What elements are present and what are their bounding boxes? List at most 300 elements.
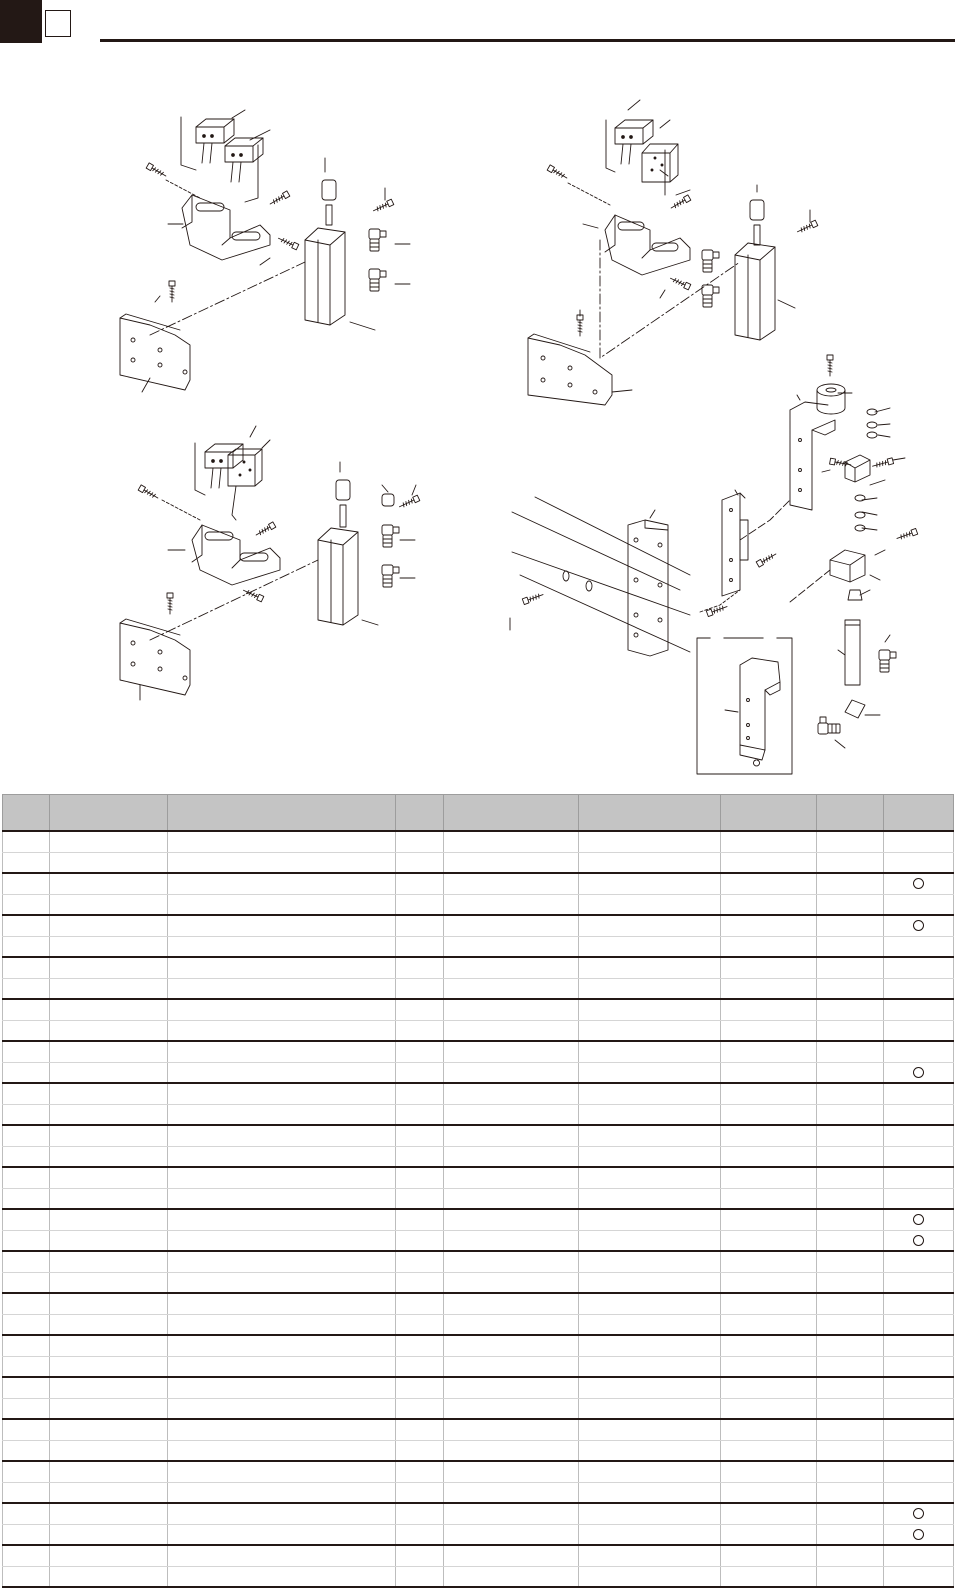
table-cell (817, 1356, 884, 1377)
table-cell (884, 1188, 954, 1209)
table-cell (884, 1419, 954, 1440)
table-cell (50, 1062, 168, 1083)
table-cell (168, 1020, 396, 1041)
table-cell (817, 1083, 884, 1104)
table-cell (444, 1524, 579, 1545)
table-cell (168, 978, 396, 999)
table-cell (884, 1461, 954, 1482)
table-row (3, 1104, 954, 1125)
table-cell (444, 1209, 579, 1230)
recommended-part-mark (913, 1235, 924, 1246)
table-cell (3, 1566, 50, 1587)
table-cell (579, 1188, 721, 1209)
table-cell (579, 1251, 721, 1272)
table-cell (3, 873, 50, 894)
table-cell (3, 1041, 50, 1062)
table-cell (396, 1377, 444, 1398)
table-cell (721, 1251, 817, 1272)
header-cell (50, 795, 168, 832)
table-cell (168, 1419, 396, 1440)
table-row (3, 1230, 954, 1251)
table-cell (884, 1209, 954, 1230)
table-cell (444, 1083, 579, 1104)
table-cell (817, 831, 884, 852)
table-row (3, 1356, 954, 1377)
table-cell (721, 1062, 817, 1083)
parts-table-header (3, 795, 954, 832)
table-cell (444, 1230, 579, 1251)
diagram-svg (0, 0, 955, 790)
table-cell (444, 1545, 579, 1566)
header-cell (817, 795, 884, 832)
table-cell (817, 1020, 884, 1041)
table-row (3, 1524, 954, 1545)
table-cell (444, 1461, 579, 1482)
table-cell (396, 1041, 444, 1062)
table-cell (50, 978, 168, 999)
table-cell (168, 1167, 396, 1188)
table-cell (50, 1020, 168, 1041)
table-cell (884, 915, 954, 936)
table-cell (444, 1062, 579, 1083)
table-cell (50, 1482, 168, 1503)
table-cell (444, 1566, 579, 1587)
table-cell (579, 1566, 721, 1587)
table-cell (50, 1146, 168, 1167)
table-row (3, 1566, 954, 1587)
table-cell (444, 1440, 579, 1461)
table-cell (721, 1440, 817, 1461)
table-cell (168, 999, 396, 1020)
table-cell (50, 1272, 168, 1293)
table-cell (817, 1041, 884, 1062)
parts-table-body (3, 831, 954, 1587)
table-cell (396, 1293, 444, 1314)
table-cell (579, 1020, 721, 1041)
table-cell (50, 1209, 168, 1230)
table-cell (396, 1167, 444, 1188)
table-cell (50, 936, 168, 957)
table-cell (579, 1272, 721, 1293)
table-cell (444, 1041, 579, 1062)
table-cell (168, 1125, 396, 1146)
table-cell (579, 1167, 721, 1188)
table-cell (396, 873, 444, 894)
table-cell (168, 1398, 396, 1419)
table-cell (444, 1314, 579, 1335)
table-cell (3, 1440, 50, 1461)
table-cell (579, 1104, 721, 1125)
table-cell (579, 873, 721, 894)
table-cell (579, 936, 721, 957)
table-row (3, 1377, 954, 1398)
table-cell (817, 1251, 884, 1272)
table-cell (444, 894, 579, 915)
table-cell (579, 1314, 721, 1335)
table-cell (884, 1251, 954, 1272)
table-cell (3, 1419, 50, 1440)
table-cell (884, 1482, 954, 1503)
table-cell (50, 1314, 168, 1335)
table-row (3, 894, 954, 915)
table-cell (168, 936, 396, 957)
table-cell (50, 1230, 168, 1251)
table-cell (884, 1146, 954, 1167)
table-cell (579, 1335, 721, 1356)
table-cell (721, 1272, 817, 1293)
table-cell (721, 1398, 817, 1419)
table-cell (50, 1440, 168, 1461)
table-cell (884, 894, 954, 915)
table-cell (168, 1356, 396, 1377)
table-cell (817, 1482, 884, 1503)
header-cell (444, 795, 579, 832)
table-row (3, 1272, 954, 1293)
table-cell (817, 1503, 884, 1524)
table-row (3, 1041, 954, 1062)
table-cell (396, 1188, 444, 1209)
table-cell (721, 852, 817, 873)
table-cell (579, 1356, 721, 1377)
table-cell (444, 1020, 579, 1041)
table-cell (50, 1545, 168, 1566)
table-cell (884, 1104, 954, 1125)
table-cell (721, 1314, 817, 1335)
table-row (3, 1440, 954, 1461)
table-cell (884, 1041, 954, 1062)
header-cell (168, 795, 396, 832)
table-cell (884, 1377, 954, 1398)
table-row (3, 1335, 954, 1356)
table-cell (444, 1125, 579, 1146)
table-cell (721, 1125, 817, 1146)
table-row (3, 1251, 954, 1272)
table-cell (3, 1524, 50, 1545)
table-cell (579, 1230, 721, 1251)
table-cell (884, 936, 954, 957)
table-cell (3, 1209, 50, 1230)
table-cell (168, 1566, 396, 1587)
table-cell (884, 1293, 954, 1314)
table-cell (3, 831, 50, 852)
table-cell (3, 1314, 50, 1335)
table-cell (168, 1440, 396, 1461)
table-cell (884, 1125, 954, 1146)
table-cell (396, 1125, 444, 1146)
table-cell (396, 1398, 444, 1419)
table-cell (50, 1566, 168, 1587)
table-cell (721, 1230, 817, 1251)
table-cell (168, 1104, 396, 1125)
table-cell (444, 1146, 579, 1167)
header-cell (3, 795, 50, 832)
table-cell (168, 1062, 396, 1083)
table-cell (396, 999, 444, 1020)
table-cell (444, 1503, 579, 1524)
header-cell (579, 795, 721, 832)
table-cell (444, 915, 579, 936)
table-cell (817, 936, 884, 957)
parts-table (2, 794, 954, 1588)
table-cell (579, 1125, 721, 1146)
table-cell (50, 1293, 168, 1314)
table-cell (721, 999, 817, 1020)
table-row (3, 936, 954, 957)
table-cell (817, 873, 884, 894)
table-cell (817, 1335, 884, 1356)
header-cell (884, 795, 954, 832)
table-cell (884, 1356, 954, 1377)
table-cell (168, 915, 396, 936)
table-row (3, 978, 954, 999)
table-cell (396, 1482, 444, 1503)
table-cell (817, 1209, 884, 1230)
table-cell (721, 1188, 817, 1209)
table-cell (721, 1461, 817, 1482)
table-cell (817, 1272, 884, 1293)
table-cell (50, 1083, 168, 1104)
table-cell (884, 957, 954, 978)
table-row (3, 1419, 954, 1440)
table-cell (884, 978, 954, 999)
table-cell (50, 1335, 168, 1356)
table-cell (579, 1293, 721, 1314)
table-cell (3, 1188, 50, 1209)
table-cell (3, 915, 50, 936)
table-cell (817, 1461, 884, 1482)
table-cell (168, 1293, 396, 1314)
table-cell (168, 1524, 396, 1545)
table-cell (579, 1209, 721, 1230)
table-row (3, 1167, 954, 1188)
table-cell (50, 1251, 168, 1272)
table-cell (721, 831, 817, 852)
table-cell (168, 1482, 396, 1503)
table-cell (817, 1440, 884, 1461)
table-cell (396, 1251, 444, 1272)
table-cell (168, 1545, 396, 1566)
table-cell (444, 873, 579, 894)
table-cell (50, 1503, 168, 1524)
table-row (3, 1461, 954, 1482)
table-cell (168, 1146, 396, 1167)
table-cell (50, 1461, 168, 1482)
table-cell (817, 1167, 884, 1188)
table-cell (721, 1524, 817, 1545)
table-cell (168, 1251, 396, 1272)
table-cell (817, 1104, 884, 1125)
table-cell (3, 1020, 50, 1041)
table-row (3, 1314, 954, 1335)
table-row (3, 873, 954, 894)
table-cell (396, 1356, 444, 1377)
table-row (3, 957, 954, 978)
table-cell (884, 1083, 954, 1104)
table-cell (444, 1419, 579, 1440)
table-cell (579, 1524, 721, 1545)
table-row (3, 831, 954, 852)
recommended-part-mark (913, 878, 924, 889)
table-cell (50, 915, 168, 936)
table-cell (817, 1398, 884, 1419)
table-cell (168, 894, 396, 915)
table-cell (884, 1167, 954, 1188)
table-cell (3, 1125, 50, 1146)
table-cell (721, 1419, 817, 1440)
table-cell (396, 957, 444, 978)
table-cell (3, 957, 50, 978)
table-cell (50, 1125, 168, 1146)
table-cell (444, 1335, 579, 1356)
table-cell (579, 957, 721, 978)
table-cell (721, 1377, 817, 1398)
table-cell (396, 1335, 444, 1356)
assembly-top-right (528, 100, 818, 405)
table-cell (444, 957, 579, 978)
table-cell (884, 852, 954, 873)
table-cell (396, 1230, 444, 1251)
table-cell (884, 1272, 954, 1293)
table-cell (396, 831, 444, 852)
table-cell (579, 1545, 721, 1566)
table-cell (3, 978, 50, 999)
table-cell (3, 1146, 50, 1167)
table-cell (579, 1461, 721, 1482)
table-cell (817, 1545, 884, 1566)
table-cell (884, 1062, 954, 1083)
table-cell (444, 1293, 579, 1314)
table-cell (50, 1188, 168, 1209)
table-cell (3, 1272, 50, 1293)
table-cell (396, 936, 444, 957)
table-cell (721, 1146, 817, 1167)
table-cell (3, 1293, 50, 1314)
table-cell (3, 1377, 50, 1398)
table-cell (168, 1272, 396, 1293)
table-row (3, 852, 954, 873)
table-row (3, 1545, 954, 1566)
table-cell (3, 1251, 50, 1272)
table-cell (396, 1440, 444, 1461)
table-cell (579, 999, 721, 1020)
assembly-top-left (120, 110, 410, 392)
table-cell (50, 1167, 168, 1188)
table-cell (444, 1251, 579, 1272)
table-cell (3, 1230, 50, 1251)
table-cell (396, 894, 444, 915)
table-cell (817, 957, 884, 978)
table-cell (817, 1566, 884, 1587)
table-cell (3, 936, 50, 957)
header-cell (396, 795, 444, 832)
table-cell (50, 873, 168, 894)
table-cell (168, 1314, 396, 1335)
table-cell (50, 894, 168, 915)
table-cell (3, 852, 50, 873)
table-cell (396, 1209, 444, 1230)
table-cell (579, 1419, 721, 1440)
table-cell (579, 1398, 721, 1419)
table-cell (884, 999, 954, 1020)
table-cell (579, 831, 721, 852)
table-row (3, 1188, 954, 1209)
table-cell (396, 1104, 444, 1125)
table-row (3, 1062, 954, 1083)
table-cell (884, 1230, 954, 1251)
table-cell (444, 852, 579, 873)
table-cell (579, 1503, 721, 1524)
table-cell (721, 1209, 817, 1230)
table-cell (50, 1524, 168, 1545)
table-cell (817, 852, 884, 873)
table-cell (444, 1356, 579, 1377)
table-cell (579, 1083, 721, 1104)
table-cell (721, 1104, 817, 1125)
table-cell (884, 1503, 954, 1524)
table-cell (884, 1440, 954, 1461)
table-cell (817, 1188, 884, 1209)
table-cell (817, 915, 884, 936)
table-cell (50, 1041, 168, 1062)
table-cell (817, 1524, 884, 1545)
table-cell (884, 1566, 954, 1587)
table-row (3, 1125, 954, 1146)
table-cell (396, 1524, 444, 1545)
table-cell (168, 1041, 396, 1062)
table-cell (3, 1545, 50, 1566)
table-cell (721, 1356, 817, 1377)
table-cell (50, 999, 168, 1020)
table-cell (444, 1377, 579, 1398)
table-cell (817, 1419, 884, 1440)
table-cell (721, 1293, 817, 1314)
table-cell (579, 852, 721, 873)
table-cell (721, 873, 817, 894)
table-cell (817, 1314, 884, 1335)
table-cell (817, 1377, 884, 1398)
table-row (3, 915, 954, 936)
table-row (3, 1398, 954, 1419)
table-cell (721, 915, 817, 936)
table-cell (884, 1524, 954, 1545)
table-cell (444, 831, 579, 852)
table-cell (50, 852, 168, 873)
table-cell (396, 978, 444, 999)
table-cell (884, 831, 954, 852)
table-cell (444, 978, 579, 999)
table-cell (721, 1482, 817, 1503)
table-cell (817, 978, 884, 999)
table-cell (721, 936, 817, 957)
table-cell (396, 1146, 444, 1167)
table-cell (579, 915, 721, 936)
table-cell (579, 1482, 721, 1503)
table-cell (3, 1335, 50, 1356)
table-cell (3, 1503, 50, 1524)
table-cell (50, 957, 168, 978)
table-row (3, 1482, 954, 1503)
recommended-part-mark (913, 1067, 924, 1078)
table-cell (579, 1440, 721, 1461)
table-cell (444, 936, 579, 957)
table-cell (444, 1272, 579, 1293)
table-cell (817, 1230, 884, 1251)
table-cell (168, 1377, 396, 1398)
table-cell (884, 873, 954, 894)
recommended-part-mark (913, 1508, 924, 1519)
table-cell (3, 1482, 50, 1503)
table-cell (817, 1062, 884, 1083)
